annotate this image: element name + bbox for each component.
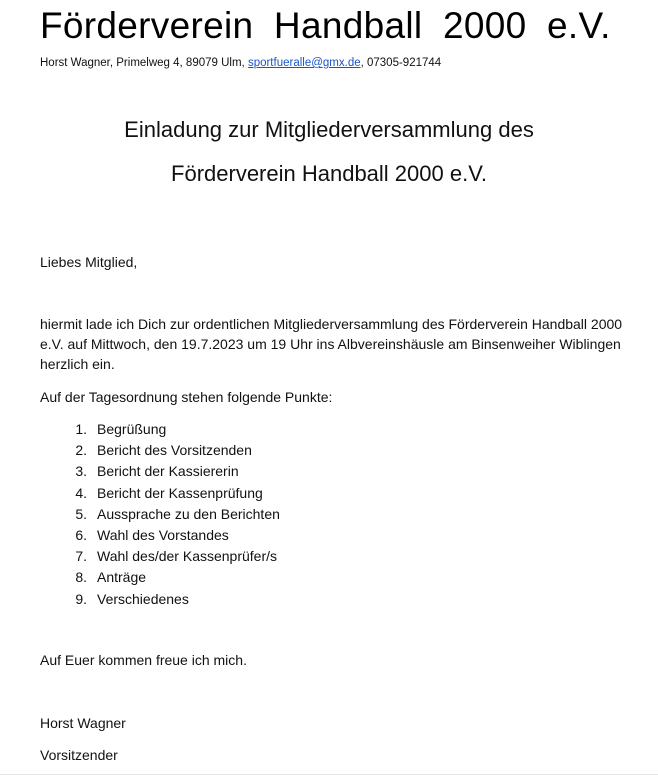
agenda-item-text: Verschiedenes [97,590,189,607]
agenda-item [40,419,280,440]
invitation-title-line1: Einladung zur Mitgliederversammlung des [124,117,534,142]
agenda-item [40,589,280,610]
agenda-item [40,440,280,461]
agenda-item-number: 6. [75,526,87,543]
agenda-item [40,483,280,504]
agenda-item-number: 2. [75,442,87,459]
agenda-item-text: Aussprache zu den Berichten [97,505,280,522]
agenda-intro: Auf der Tagesordnung stehen folgende Punkte: [40,389,333,405]
agenda-item-text: Wahl des/der Kassenprüfer/s [97,548,278,565]
agenda-item-text: Anträge [97,569,147,586]
agenda-item-number: 9. [75,590,87,607]
salutation: Liebes Mitglied, [40,254,138,270]
agenda-item [40,525,280,546]
agenda-item-number: 4. [75,484,87,501]
contact-line [40,56,441,70]
agenda-item-number: 1. [75,421,87,437]
invitation-body: hiermit lade ich Dich zur ordentlichen Mitgliederversammlung des Förderverein Handball 2000 e.V. auf Mittwoch, den 19.7.2023 um 19 Uhr ins Albvereinshäusle am Binsenweiher Wiblingen herzlich ein. [40,316,623,372]
contact-phone: , 07305-921744 [360,57,442,69]
agenda-item-text: Wahl des Vorstandes [97,526,229,543]
agenda-list [40,419,280,610]
signer-name: Horst Wagner [40,715,126,731]
agenda-item-number: 8. [75,569,87,586]
page-bottom-divider [0,774,658,775]
club-name-heading: Förderverein Handball 2000 e.V. [40,5,611,46]
agenda-item [40,461,280,482]
agenda-item [40,504,280,525]
contact-email-link[interactable]: sportfueralle@gmx.de [247,57,361,69]
signer-role: Vorsitzender [40,747,118,763]
agenda-item-number: 7. [75,548,87,565]
agenda-item [40,546,280,567]
contact-address: Horst Wagner, Primelweg 4, 89079 Ulm, [40,57,248,69]
closing-line: Auf Euer kommen freue ich mich. [40,652,247,668]
agenda-item-text: Bericht der Kassiererin [97,463,239,480]
agenda-item-text: Bericht des Vorsitzenden [97,442,252,459]
agenda-item-number: 5. [75,505,87,522]
invitation-title-line2: Förderverein Handball 2000 e.V. [171,161,487,186]
agenda-item [40,567,280,588]
agenda-item-text: Begrüßung [97,421,167,437]
agenda-item-number: 3. [75,463,87,480]
agenda-item-text: Bericht der Kassenprüfung [97,484,263,501]
